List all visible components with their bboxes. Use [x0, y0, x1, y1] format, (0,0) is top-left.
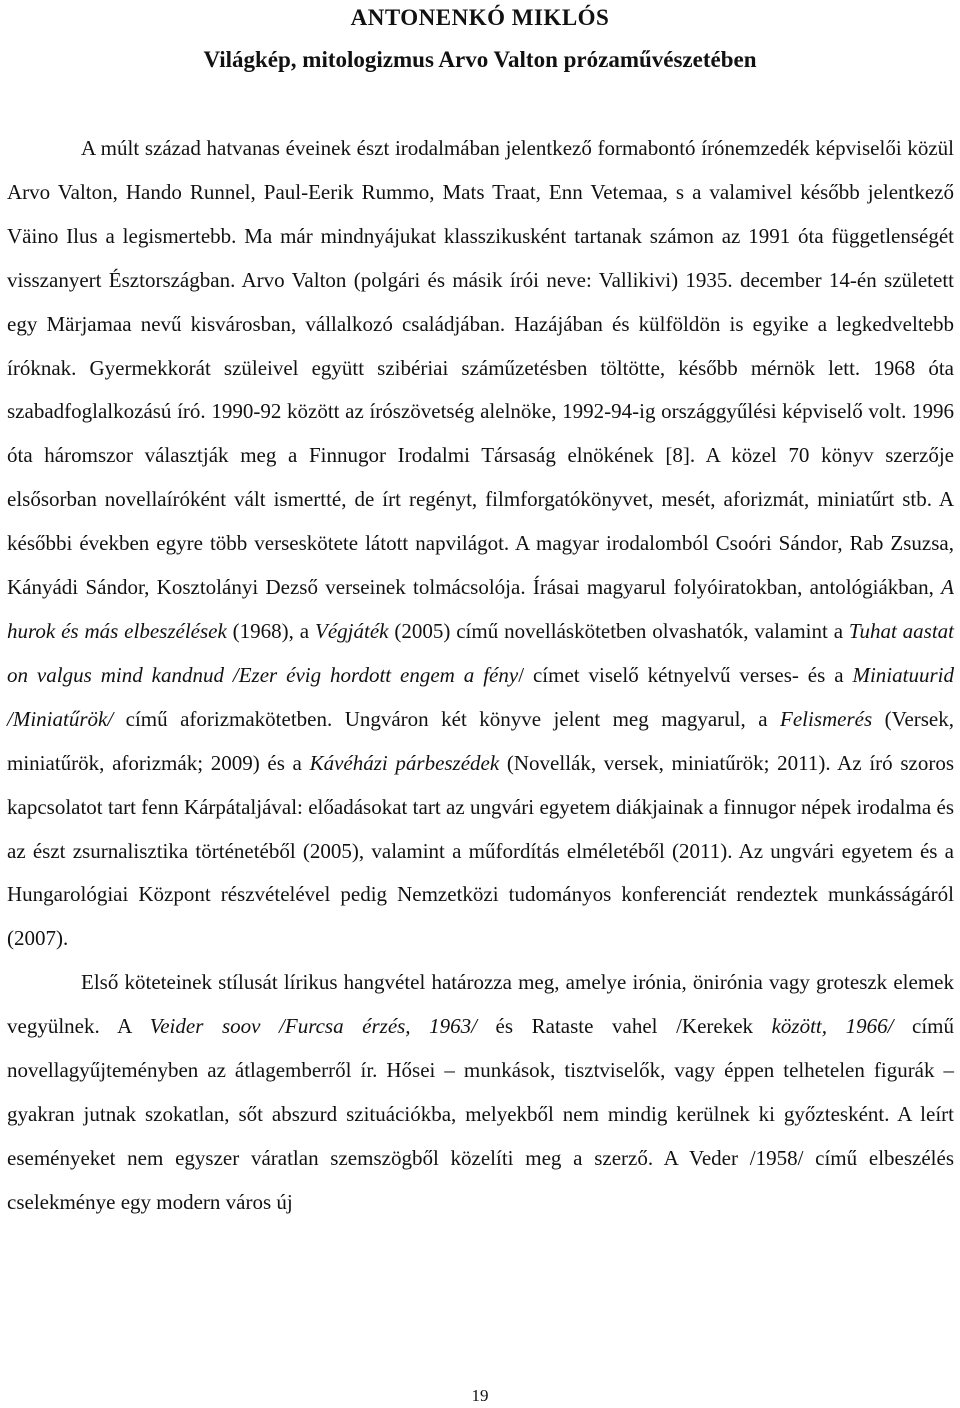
text-segment: című aforizmakötetben. Ungváron két könyve jelent meg magyarul, a	[113, 706, 780, 731]
book-title-italic: Felismerés	[780, 706, 873, 731]
book-title-italic: Tuhat aastat on valgus mind kandnud /Ezer évig hordott engem a fény	[7, 618, 954, 687]
text-segment: A múlt század hatvanas éveinek észt irodalmában jelentkező formabontó írónemzedék képviselői közül Arvo Valton, Hando Runnel, Paul-Eerik Rummo, Mats Traat, Enn Vetemaa, s a valamivel később jelentkező Väino Ilus a legismertebb. Ma már mindnyájukat klasszikusként tartanak számon az 1991 óta függetlenségét visszanyert Észtországban. Arvo Valton (polgári és másik írói neve: Vallikivi) 1935. december 14-én született egy Märjamaa nevű kisvárosban, vállalkozó családjában. Hazájában és külföldön is egyike a legkedveltebb íróknak. Gyermekkorát szüleivel együtt szibériai száműzetésben töltötte, később mérnök lett. 1968 óta szabadfoglalkozású író. 1990-92 között az írószövetség alelnöke, 1992-94-ig országgyűlési képviselő volt. 1996 óta háromszor választják meg a Finnugor Irodalmi Társaság elnökének [8]. A közel 70 könyv szerzője elsősorban novellaíróként vált ismertté, de írt regényt, filmforgatókönyvet, mesét, aforizmát, miniatűrt stb. A későbbi években egyre több verseskötete látott napvilágot. A magyar irodalomból Csoóri Sándor, Rab Zsuzsa, Kányádi Sándor, Kosztolányi Dezső verseinek tolmácsolója. Írásai magyarul folyóiratokban, antológiákban,	[7, 136, 954, 600]
page-number: 19	[471, 1386, 489, 1405]
book-title-italic: között, 1966/	[771, 1014, 894, 1039]
text-segment: (Novellák, versek, miniatűrök; 2011). Az író szoros kapcsolatot tart fenn Kárpátaljával: előadásokat tart az ungvári egyetem diákjainak a finnugor népek irodalma és az észt zsurnalisztika történetéből (2005), valamint a műfordítás elméletéből (2011). Az ungvári egyetem és a Hungarológiai Központ részvételével pedig Nemzetközi tudományos konferenciát rendeztek munkásságáról (2007).	[7, 750, 954, 951]
text-segment: és Rataste vahel /Kerekek	[476, 1014, 772, 1039]
book-title-italic: Kávéházi párbeszédek	[309, 750, 500, 775]
text-segment: (Versek, miniatűrök, aforizmák; 2009) és a	[7, 706, 954, 775]
paragraph-1	[7, 127, 954, 961]
paragraph-2	[7, 961, 954, 1224]
book-title-italic: Végjáték	[315, 618, 389, 643]
book-title-italic: Veider soov /Furcsa érzés, 1963/	[149, 1014, 477, 1039]
book-title-italic: A hurok és más elbeszélések	[7, 575, 954, 643]
text-segment: (2005) című novelláskötetben olvashatók, valamint a	[388, 618, 849, 643]
article-title: Világkép, mitologizmus Arvo Valton prózaművészetében	[203, 47, 757, 72]
author-name: ANTONENKÓ MIKLÓS	[350, 5, 610, 30]
text-segment: / címet viselő kétnyelvű verses- és a	[518, 662, 853, 687]
text-segment: (1968), a	[226, 618, 315, 643]
book-title-italic: Miniatuurid /Miniatűrök/	[7, 662, 954, 731]
text-segment: című novellagyűjteményben az átlagemberről ír. Hősei – munkások, tisztviselők, vagy éppen telhetelen figurák – gyakran jutnak szokatlan, sőt abszurd szituációkba, melyekből nem mindig kerülnek ki győztesként. A leírt eseményeket nem egyszer váratlan szemszögből közelíti meg a szerző. A Veder /1958/ című elbeszélés cselekménye egy modern város új	[7, 1014, 955, 1214]
text-segment: Első köteteinek stílusát lírikus hangvétel határozza meg, amelye irónia, önirónia vagy groteszk elemek vegyülnek. A	[7, 970, 954, 1039]
body-text	[7, 127, 954, 1225]
